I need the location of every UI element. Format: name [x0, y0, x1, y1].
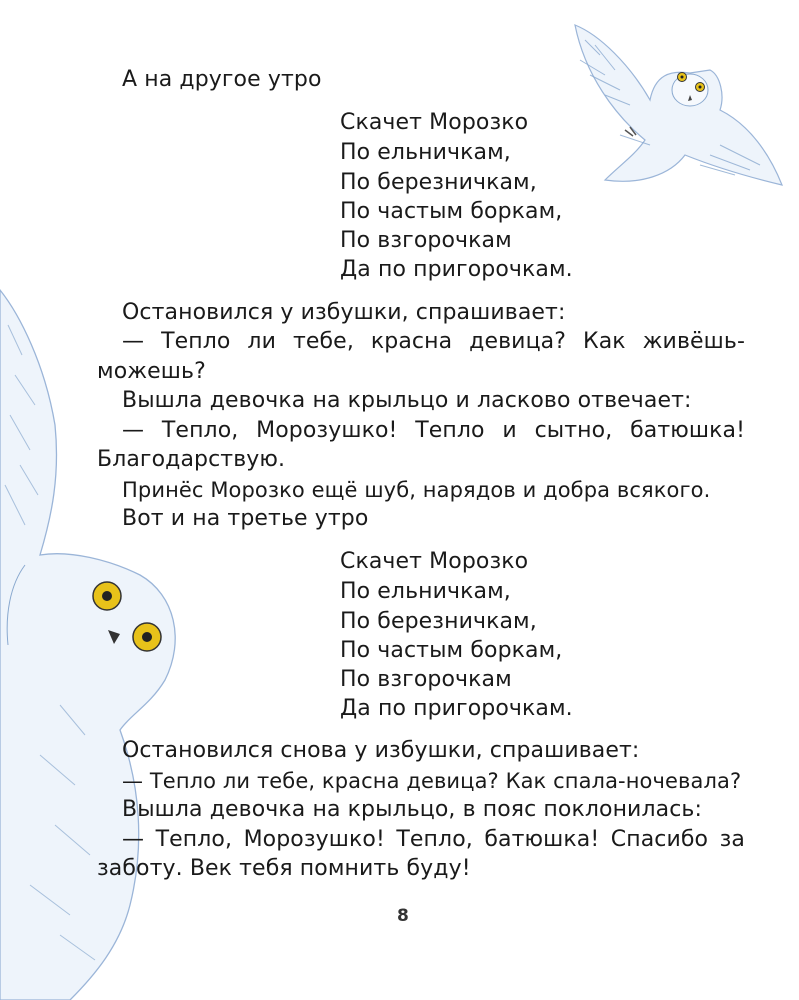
verse2-line: Да по пригорочкам. — [340, 696, 573, 721]
verse1-line: По ельничкам, — [340, 140, 511, 165]
verse1-line: Скачет Морозко — [340, 110, 529, 135]
verse2-line: По ельничкам, — [340, 579, 511, 604]
verse1-line: По частым боркам, — [340, 199, 563, 224]
paragraph-line: Благодарствую. — [97, 447, 286, 472]
verse2-line: По березничкам, — [340, 609, 537, 634]
verse1-line: По березничкам, — [340, 170, 537, 195]
paragraph-line: заботу. Век тебя помнить буду! — [97, 856, 471, 881]
verse1-line: По взгорочкам — [340, 228, 512, 253]
paragraph-line: — Тепло ли тебе, красна девица? Как живёшь- — [122, 329, 745, 354]
verse2-line: По частым боркам, — [340, 638, 563, 663]
paragraph-line: — Тепло, Морозушко! Тепло и сытно, батюшка! — [122, 418, 745, 443]
flying-owl-illustration — [560, 15, 785, 195]
paragraph-line: Остановился у избушки, спрашивает: — [122, 300, 566, 325]
intro-line: А на другое утро — [122, 67, 322, 92]
page-number: 8 — [397, 906, 409, 926]
paragraph-line: Вот и на третье утро — [122, 506, 369, 531]
paragraph-line: Остановился снова у избушки, спрашивает: — [122, 738, 640, 763]
verse1-line: Да по пригорочкам. — [340, 257, 573, 282]
verse2-line: Скачет Морозко — [340, 549, 529, 574]
paragraph-line: — Тепло, Морозушко! Тепло, батюшка! Спасибо за — [122, 827, 745, 852]
paragraph-line: Принёс Морозко ещё шуб, нарядов и добра всякого. — [122, 478, 711, 502]
paragraph-line: — Тепло ли тебе, красна девица? Как спала-ночевала? — [122, 769, 742, 793]
verse2-line: По взгорочкам — [340, 667, 512, 692]
paragraph-line: можешь? — [97, 359, 206, 384]
paragraph-line: Вышла девочка на крыльцо, в пояс поклонилась: — [122, 797, 702, 822]
paragraph-line: Вышла девочка на крыльцо и ласково отвечает: — [122, 388, 692, 413]
